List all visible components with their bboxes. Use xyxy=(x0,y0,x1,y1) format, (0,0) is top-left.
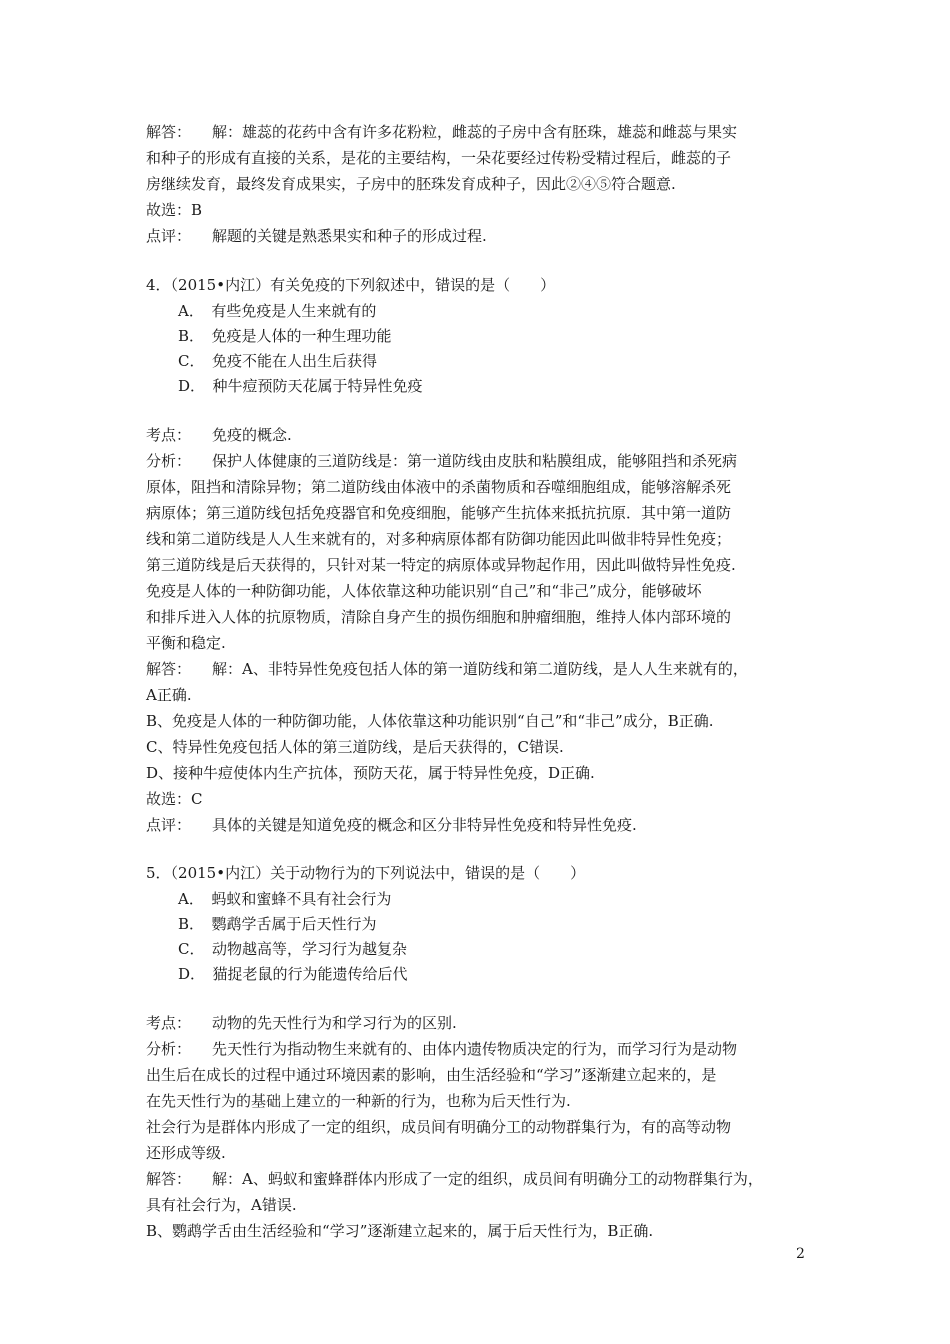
option-d: D． 种牛痘预防天花属于特异性免疫 xyxy=(178,377,423,395)
choice-result: 故选：C xyxy=(146,790,203,808)
answer-line: 解答： 解：A、蚂蚁和蜜蜂群体内形成了一定的组织，成员间有明确分工的动物群集行为， xyxy=(146,1170,763,1188)
option-a: A． 有些免疫是人生来就有的 xyxy=(178,302,377,320)
answer-line: A正确. xyxy=(146,686,192,704)
analysis-line: 分析： 先天性行为指动物生来就有的、由体内遗传物质决定的行为，而学习行为是动物 xyxy=(146,1040,738,1058)
comment-line: 点评： 具体的关键是知道免疫的概念和区分非特异性免疫和特异性免疫. xyxy=(146,816,637,834)
analysis-line: 第三道防线是后天获得的，只针对某一特定的病原体或异物起作用，因此叫做特异性免疫. xyxy=(146,556,736,574)
option-a: A． 蚂蚁和蜜蜂不具有社会行为 xyxy=(178,890,392,908)
knowledge-point: 考点： 动物的先天性行为和学习行为的区别. xyxy=(146,1014,457,1032)
answer-line: 和种子的形成有直接的关系，是花的主要结构，一朵花要经过传粉受精过程后，雌蕊的子 xyxy=(146,149,732,167)
answer-line: B、免疫是人体的一种防御功能，人体依靠这种功能识别“自己”和“非己”成分，B正确. xyxy=(146,712,714,730)
knowledge-label: 考点： xyxy=(146,426,192,444)
answer-line: 解答： 解：雄蕊的花药中含有许多花粉粒，雌蕊的子房中含有胚珠，雄蕊和雌蕊与果实 xyxy=(146,123,738,141)
analysis-line: 在先天性行为的基础上建立的一种新的行为，也称为后天性行为. xyxy=(146,1092,571,1110)
analysis-line: 平衡和稳定. xyxy=(146,634,226,652)
answer-label: 解答： xyxy=(146,660,192,678)
analysis-line: 还形成等级. xyxy=(146,1144,226,1162)
question-stem: 5．（2015•内江）关于动物行为的下列说法中，错误的是（ ） xyxy=(146,864,586,882)
answer-line: 房继续发育，最终发育成果实，子房中的胚珠发育成种子，因此②④⑤符合题意. xyxy=(146,175,676,193)
analysis-line: 原体，阻挡和清除异物；第二道防线由体液中的杀菌物质和吞噬细胞组成，能够溶解杀死 xyxy=(146,478,732,496)
analysis-line: 线和第二道防线是人人生来就有的，对多种病原体都有防御功能因此叫做非特异性免疫； xyxy=(146,530,732,548)
option-b: B． 鹦鹉学舌属于后天性行为 xyxy=(178,915,377,933)
analysis-line: 出生后在成长的过程中通过环境因素的影响，由生活经验和“学习”逐渐建立起来的，是 xyxy=(146,1066,717,1084)
answer-line: D、接种牛痘使体内生产抗体，预防天花，属于特异性免疫，D正确. xyxy=(146,764,595,782)
analysis-line: 病原体；第三道防线包括免疫器官和免疫细胞，能够产生抗体来抵抗抗原．其中第一道防 xyxy=(146,504,732,522)
analysis-label: 分析： xyxy=(146,452,192,470)
answer-label: 解答： xyxy=(146,1170,192,1188)
analysis-line: 社会行为是群体内形成了一定的组织，成员间有明确分工的动物群集行为，有的高等动物 xyxy=(146,1118,732,1136)
knowledge-point: 考点： 免疫的概念. xyxy=(146,426,292,444)
analysis-line: 和排斥进入人体的抗原物质，清除自身产生的损伤细胞和肿瘤细胞，维持人体内部环境的 xyxy=(146,608,732,626)
option-c: C． 免疫不能在人出生后获得 xyxy=(178,352,377,370)
analysis-line: 免疫是人体的一种防御功能，人体依靠这种功能识别“自己”和“非己”成分，能够破坏 xyxy=(146,582,702,600)
answer-line: B、鹦鹉学舌由生活经验和“学习”逐渐建立起来的，属于后天性行为，B正确. xyxy=(146,1222,654,1240)
question-stem: 4．（2015•内江）有关免疫的下列叙述中，错误的是（ ） xyxy=(146,276,556,294)
answer-line: C、特异性免疫包括人体的第三道防线，是后天获得的，C错误. xyxy=(146,738,564,756)
comment-label: 点评： xyxy=(146,227,192,245)
analysis-line: 分析： 保护人体健康的三道防线是：第一道防线由皮肤和粘膜组成，能够阻挡和杀死病 xyxy=(146,452,738,470)
choice-result: 故选：B xyxy=(146,201,203,219)
analysis-label: 分析： xyxy=(146,1040,192,1058)
answer-line: 具有社会行为，A错误. xyxy=(146,1196,297,1214)
comment-label: 点评： xyxy=(146,816,192,834)
option-c: C． 动物越高等，学习行为越复杂 xyxy=(178,940,407,958)
answer-line: 解答： 解：A、非特异性免疫包括人体的第一道防线和第二道防线，是人人生来就有的， xyxy=(146,660,748,678)
page-number: 2 xyxy=(796,1246,805,1262)
answer-label: 解答： xyxy=(146,123,192,141)
option-b: B． 免疫是人体的一种生理功能 xyxy=(178,327,392,345)
option-d: D． 猫捉老鼠的行为能遗传给后代 xyxy=(178,965,408,983)
knowledge-label: 考点： xyxy=(146,1014,192,1032)
comment-line: 点评： 解题的关键是熟悉果实和种子的形成过程. xyxy=(146,227,487,245)
